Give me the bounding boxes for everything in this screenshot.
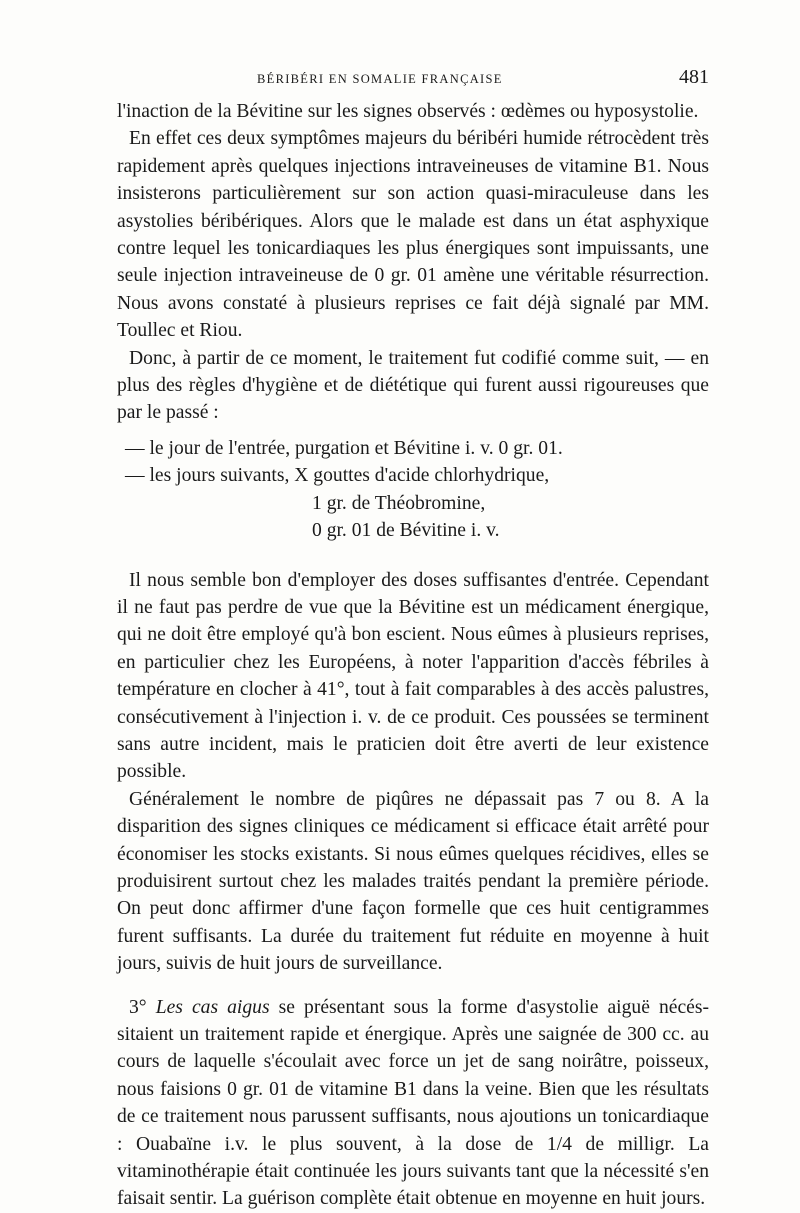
paragraph-1: l'inaction de la Bévitine sur les signes observés : œdèmes ou hyposystolie. bbox=[117, 101, 699, 122]
section-heading: Les cas aigus bbox=[155, 996, 270, 1018]
section-gap bbox=[117, 978, 709, 994]
paragraph-6-text: se présentant sous la forme d'asystolie aiguë nécéssitaient un traitement rapide et énergique. Après une saignée de 300 cc. au cours de laquelle s'écoulait avec force un jet de sang noirâtre, poisseux, nous faisions 0 gr. 01 de vitamine B1 dans la veine. Bien que les résultats de ce traitement nous parussent suffisants, nous ajoutions un tonicardiaque : Ouabaïne i.v. le plus souvent, à la dose de 1/4 de milligr. La vitaminothérapie était continuée les jours suivants tant que la nécessité s'en faisait sentir. La guérison complète était obtenue en moyenne en huit jours. bbox=[117, 996, 709, 1210]
treatment-list bbox=[117, 435, 709, 545]
running-title: BÉRIBÉRI EN SOMALIE FRANÇAISE bbox=[257, 72, 503, 86]
section-number: 3° bbox=[129, 996, 147, 1018]
paragraph-2: En effet ces deux symptômes majeurs du béribéri humide rétrocèdent très rapidement après quelques injections intraveineuses de vitamine B1. Nous insisterons particulièrement sur son action quasi-miraculeuse dans les asystolies béribériques. Alors que le malade est dans un état asphyxique contre lequel les tonicardiaques les plus énergiques sont impuissants, une seule injection intraveineuse de 0 gr. 01 amène une véritable résurrection. Nous avons constaté à plusieurs reprises ce fait déjà signalé par MM. Toullec et Riou. bbox=[117, 128, 709, 342]
page bbox=[117, 62, 709, 1213]
treatment-line-4: 0 gr. 01 de Bévitine i. v. bbox=[312, 520, 500, 542]
treatment-line-2: — les jours suivants, X gouttes d'acide chlorhydrique, bbox=[125, 465, 550, 487]
paragraph-6 bbox=[117, 994, 709, 1213]
paragraph-5: Généralement le nombre de piqûres ne dépassait pas 7 ou 8. A la disparition des signes cliniques ce médicament si efficace était arrêté pour économiser les stocks existants. Si nous eûmes quelques récidives, elles se produisirent surtout chez les malades traités pendant la première période. On peut donc affirmer d'une façon formelle que ces huit centigrammes furent suffisants. La durée du traitement fut réduite en moyenne à huit jours, suivis de huit jours de surveillance. bbox=[117, 788, 709, 975]
page-number: 481 bbox=[679, 66, 709, 88]
treatment-line-3: 1 gr. de Théobromine, bbox=[312, 492, 486, 514]
treatment-line-1: — le jour de l'entrée, purgation et Bévitine i. v. 0 gr. 01. bbox=[125, 437, 563, 459]
paragraph-4: Il nous semble bon d'employer des doses suffisantes d'entrée. Cependant il ne faut pas perdre de vue que la Bévitine est un médicament énergique, qui ne doit être employé qu'à bon escient. Nous eûmes à plusieurs reprises, en particulier chez les Européens, à noter l'apparition d'accès fébriles à température en clocher à 41°, tout à fait comparables à des accès palustres, consécutivement à l'injection i. v. de ce produit. Ces poussées se terminent sans autre incident, mais le praticien doit être averti de leur existence possible. bbox=[117, 569, 709, 783]
page-header bbox=[117, 62, 709, 98]
paragraph-3: Donc, à partir de ce moment, le traitement fut codifié comme suit, — en plus des règles d'hygiène et de diététique qui furent aussi rigoureuses que par le passé : bbox=[117, 347, 709, 424]
